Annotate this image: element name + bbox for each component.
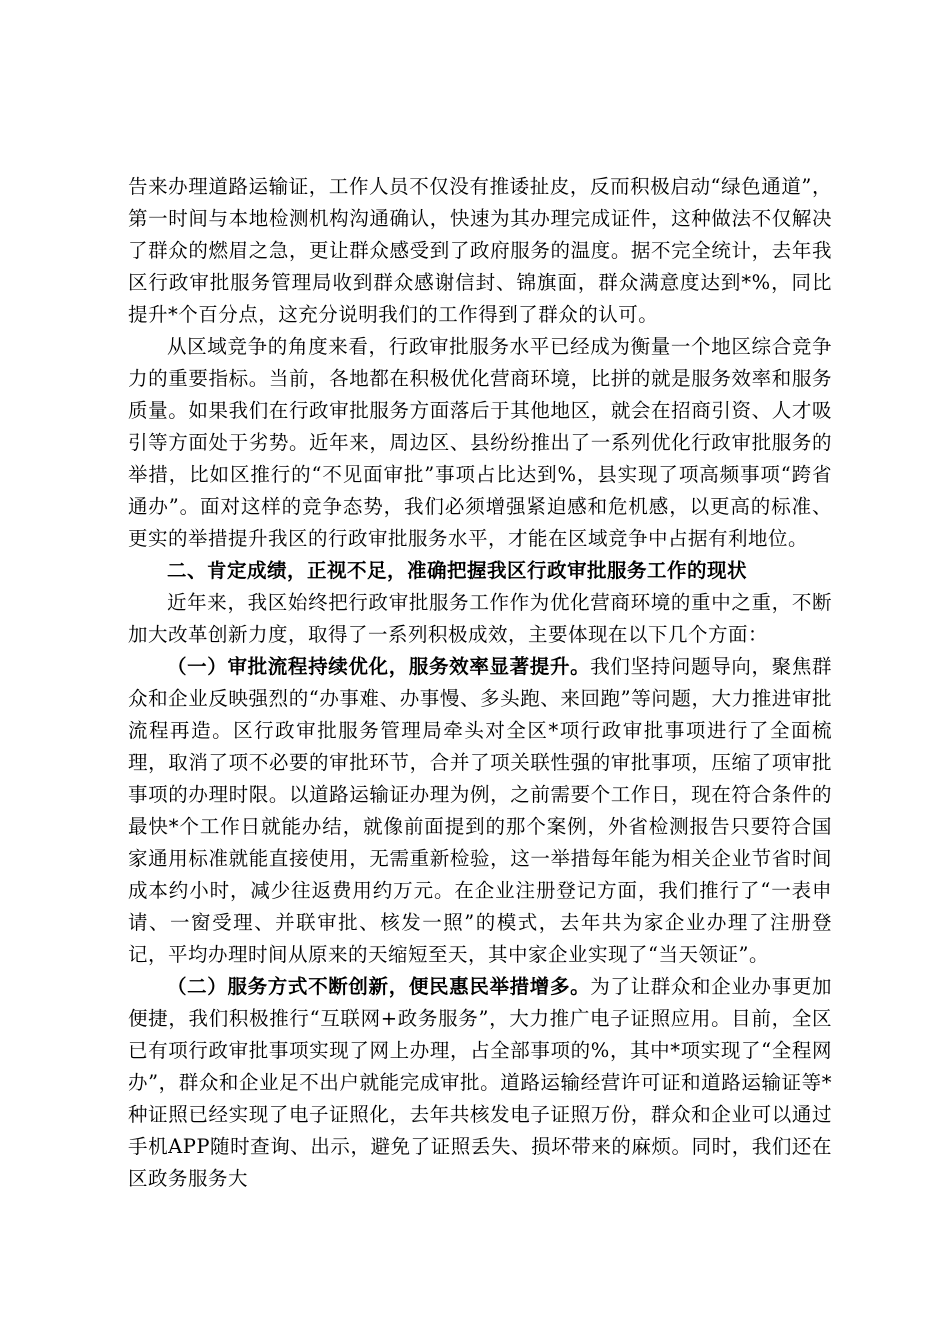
paragraph-3: 近年来，我区始终把行政审批服务工作作为优化营商环境的重中之重，不断加大改革创新力度，取得了一系列积极成效，主要体现在以下几个方面： — [128, 591, 832, 646]
paragraph-5 — [128, 971, 832, 1195]
paragraph-5-text: 为了让群众和企业办事更加便捷，我们积极推行“互联网+政务服务”，大力推广电子证照应用。目前，全区已有项行政审批事项实现了网上办理，占全部事项的%，其中*项实现了“全程网办”，群众和企业足不出户就能完成审批。道路运输经营许可证和道路运输证等*种证照已经实现了电子证照化，去年共核发电子证照万份，群众和企业可以通过手机APP随时查询、出示，避免了证照丢失、损坏带来的麻烦。同时，我们还在区政务服务大 — [128, 975, 832, 1190]
paragraph-1: 告来办理道路运输证，工作人员不仅没有推诿扯皮，反而积极启动“绿色通道”，第一时间与本地检测机构沟通确认，快速为其办理完成证件，这种做法不仅解决了群众的燃眉之急，更让群众感受到了政府服务的温度。据不完全统计，去年我区行政审批服务管理局收到群众感谢信封、锦旗面，群众满意度达到*%，同比提升*个百分点，这充分说明我们的工作得到了群众的认可。 — [128, 175, 832, 326]
section-heading-2: 二、肯定成绩，正视不足，准确把握我区行政审批服务工作的现状 — [167, 559, 748, 582]
paragraph-4-text: 我们坚持问题导向，聚焦群众和企业反映强烈的“办事难、办事慢、多头跑、来回跑”等问题，大力推进审批流程再造。区行政审批服务管理局牵头对全区*项行政审批事项进行了全面梳理，取消了项不必要的审批环节，合并了项关联性强的审批事项，压缩了项审批事项的办理时限。以道路运输证办理为例，之前需要个工作日，现在符合条件的最快*个工作日就能办结，就像前面提到的那个案例，外省检测报告只要符合国家通用标准就能直接使用，无需重新检验，这一举措每年能为相关企业节省时间成本约小时，减少往返费用约万元。在企业注册登记方面，我们推行了“一表申请、一窗受理、并联审批、核发一照”的模式，去年共为家企业办理了注册登记，平均办理时间从原来的天缩短至天，其中家企业实现了“当天领证”。 — [128, 655, 832, 966]
subheading-1: （一）审批流程持续优化，服务效率显著提升。 — [167, 655, 591, 678]
paragraph-4 — [128, 651, 832, 971]
subheading-2: （二）服务方式不断创新，便民惠民举措增多。 — [167, 975, 591, 998]
document-body — [128, 171, 832, 1195]
paragraph-2: 从区域竞争的角度来看，行政审批服务水平已经成为衡量一个地区综合竞争力的重要指标。当前，各地都在积极优化营商环境，比拼的就是服务效率和服务质量。如果我们在行政审批服务方面落后于其他地区，就会在招商引资、人才吸引等方面处于劣势。近年来，周边区、县纷纷推出了一系列优化行政审批服务的举措，比如区推行的“不见面审批”事项占比达到%，县实现了项高频事项“跨省通办”。面对这样的竞争态势，我们必须增强紧迫感和危机感，以更高的标准、更实的举措提升我区的行政审批服务水平，才能在区域竞争中占据有利地位。 — [128, 335, 832, 550]
